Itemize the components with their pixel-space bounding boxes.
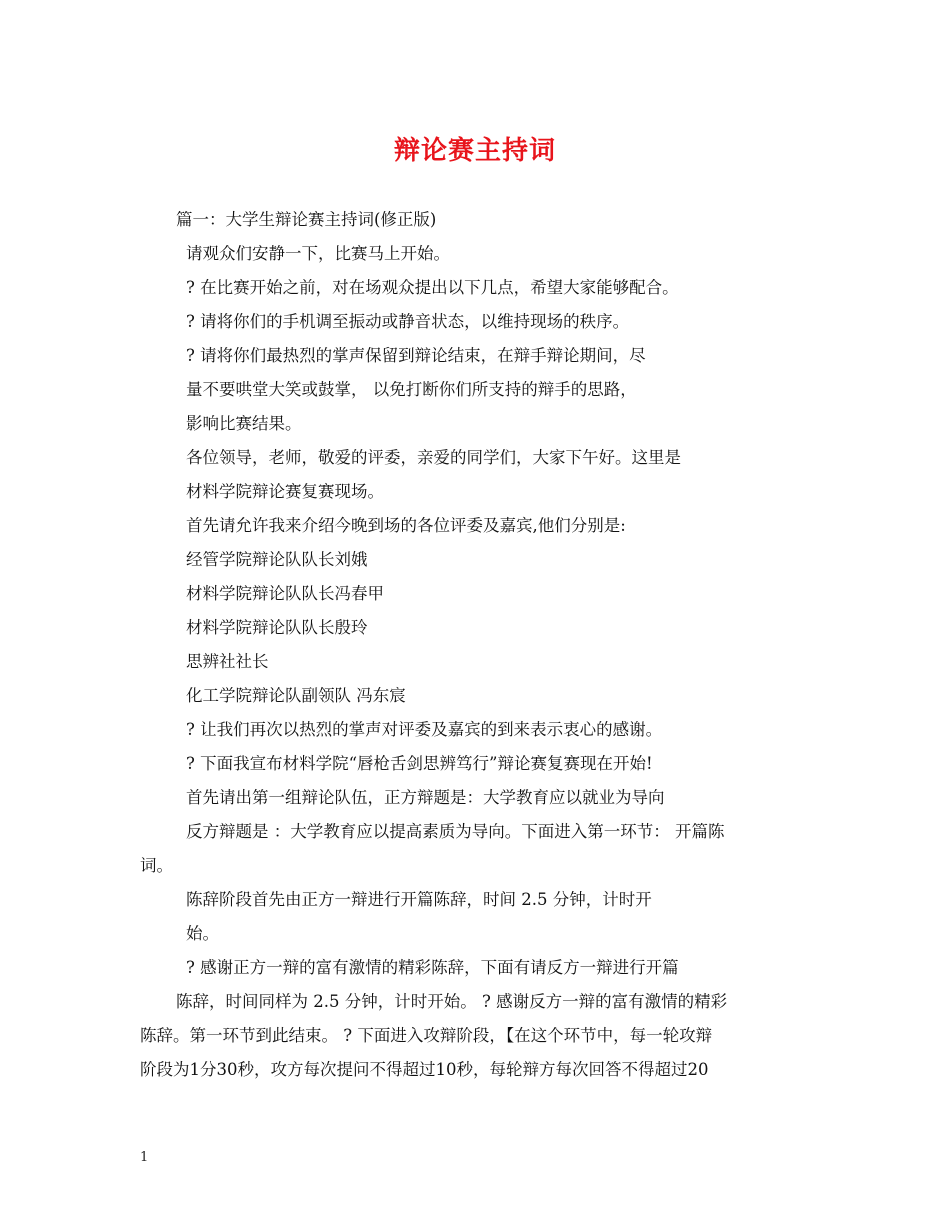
text-line: 经管学院辩论队队长刘娥 [186,550,368,569]
page-title: 辩论赛主持词 [393,136,556,166]
text-line: ? 在比赛开始之前，对在场观众提出以下几点，希望大家能够配合。 [186,278,679,297]
text-line: 陈辞，时间同样为 2.5 分钟，计时开始。 ? 感谢反方一辩的富有激情的精彩 [176,992,728,1011]
text-line: ? 让我们再次以热烈的掌声对评委及嘉宾的到来表示衷心的感谢。 [186,720,663,739]
text-line: 请观众们安静一下，比赛马上开始。 [186,244,450,263]
text-line: 影响比赛结果。 [186,414,302,433]
text-line: 各位领导，老师，敬爱的评委，亲爱的同学们，大家下午好。这里是 [186,448,681,467]
text-line: 材料学院辩论队队长殷玲 [186,618,368,637]
text-line: 陈辞阶段首先由正方一辩进行开篇陈辞，时间 2.5 分钟，计时开 [186,890,652,909]
text-line: 化工学院辩论队副领队 冯东宸 [186,686,406,705]
text-line: ? 请将你们最热烈的掌声保留到辩论结束，在辩手辩论期间，尽 [186,346,646,365]
text-line: ? 请将你们的手机调至振动或静音状态，以维持现场的秩序。 [186,312,630,331]
text-line: 首先请允许我来介绍今晚到场的各位评委及嘉宾,他们分别是: [186,516,626,535]
text-line: ? 下面我宣布材料学院“唇枪舌剑思辨笃行”辩论赛复赛现在开始! [186,754,653,773]
text-line: 篇一：大学生辩论赛主持词(修正版) [176,210,437,229]
text-line: 量不要哄堂大笑或鼓掌， 以免打断你们所支持的辩手的思路， [186,380,637,399]
text-line: 反方辩题是 ：大学教育应以提高素质为导向。下面进入第一环节： 开篇陈 [186,822,725,841]
text-line: ? 感谢正方一辩的富有激情的精彩陈辞，下面有请反方一辩进行开篇 [186,958,679,977]
text-line: 陈辞。第一环节到此结束。 ? 下面进入攻辩阶段，【在这个环节中，每一轮攻辩 [140,1026,713,1045]
text-line: 首先请出第一组辩论队伍，正方辩题是：大学教育应以就业为导向 [186,788,665,807]
page-number: 1 [140,1150,149,1165]
text-line: 始。 [186,924,219,943]
text-line: 材料学院辩论赛复赛现场。 [186,482,384,501]
text-line: 材料学院辩论队队长冯春甲 [186,584,384,603]
text-line: 词。 [140,856,173,875]
text-line: 阶段为1分30秒，攻方每次提问不得超过10秒，每轮辩方每次回答不得超过20 [140,1060,709,1079]
text-line: 思辨社社长 [186,652,269,671]
